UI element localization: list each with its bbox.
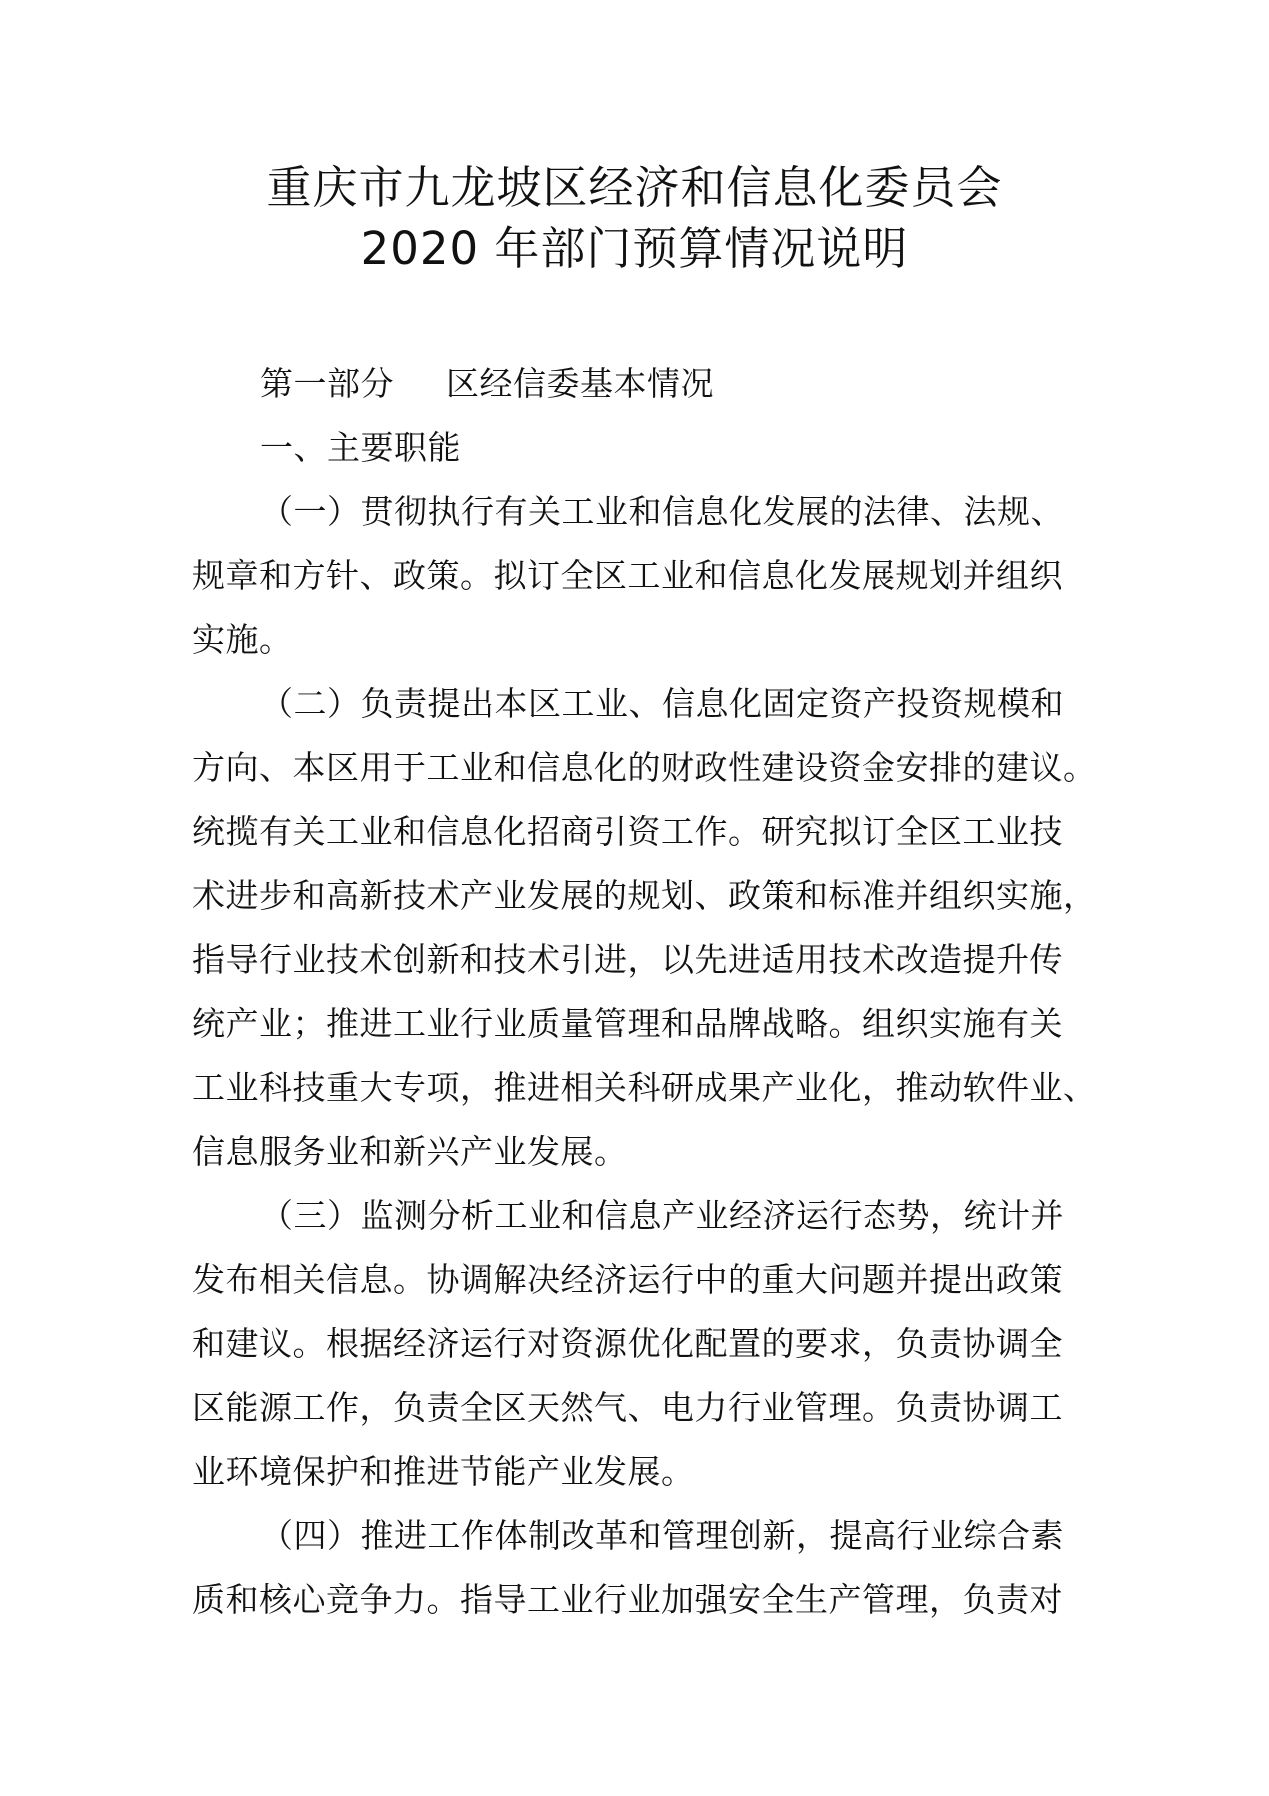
section-heading: 一、主要职能: [260, 428, 461, 467]
paragraph-line: 术进步和高新技术产业发展的规划、政策和标准并组织实施，: [192, 876, 1097, 915]
paragraph-3: [192, 1184, 1097, 1504]
part-heading-text: 区经信委基本情况: [446, 364, 714, 403]
paragraph-line: （四）推进工作体制改革和管理创新，提高行业综合素: [260, 1516, 1064, 1555]
paragraph-line: （一）贯彻执行有关工业和信息化发展的法律、法规、: [260, 492, 1064, 531]
paragraph-1: [192, 480, 1097, 672]
paragraph-line: （二）负责提出本区工业、信息化固定资产投资规模和: [260, 684, 1064, 723]
paragraph-line: 区能源工作，负责全区天然气、电力行业管理。负责协调工: [192, 1388, 1063, 1427]
document-body: [192, 352, 1097, 1632]
paragraph-line: 实施。: [192, 620, 293, 659]
paragraph-line: 发布相关信息。协调解决经济运行中的重大问题并提出政策: [192, 1260, 1063, 1299]
paragraph-line: 指导行业技术创新和技术引进，以先进适用技术改造提升传: [192, 940, 1063, 979]
paragraph-line: 方向、本区用于工业和信息化的财政性建设资金安排的建议。: [192, 748, 1097, 787]
paragraph-2: [192, 672, 1097, 1184]
paragraph-line: 统产业；推进工业行业质量管理和品牌战略。组织实施有关: [192, 1004, 1063, 1043]
part-heading-number: 第一部分: [260, 364, 394, 403]
document-title-line-2: 2020 年部门预算情况说明: [360, 222, 909, 275]
paragraph-line: 和建议。根据经济运行对资源优化配置的要求，负责协调全: [192, 1324, 1063, 1363]
document-title-line-1: 重庆市九龙坡区经济和信息化委员会: [266, 161, 1003, 214]
paragraph-line: 工业科技重大专项，推进相关科研成果产业化，推动软件业、: [192, 1068, 1097, 1107]
paragraph-4: [192, 1504, 1097, 1632]
part-heading: [192, 352, 1097, 416]
paragraph-line: （三）监测分析工业和信息产业经济运行态势，统计并: [260, 1196, 1064, 1235]
paragraph-line: 规章和方针、政策。拟订全区工业和信息化发展规划并组织: [192, 556, 1063, 595]
paragraph-line: 业环境保护和推进节能产业发展。: [192, 1452, 695, 1491]
paragraph-line: 质和核心竞争力。指导工业行业加强安全生产管理，负责对: [192, 1580, 1063, 1619]
paragraph-line: 统揽有关工业和信息化招商引资工作。研究拟订全区工业技: [192, 812, 1063, 851]
paragraph-line: 信息服务业和新兴产业发展。: [192, 1132, 628, 1171]
